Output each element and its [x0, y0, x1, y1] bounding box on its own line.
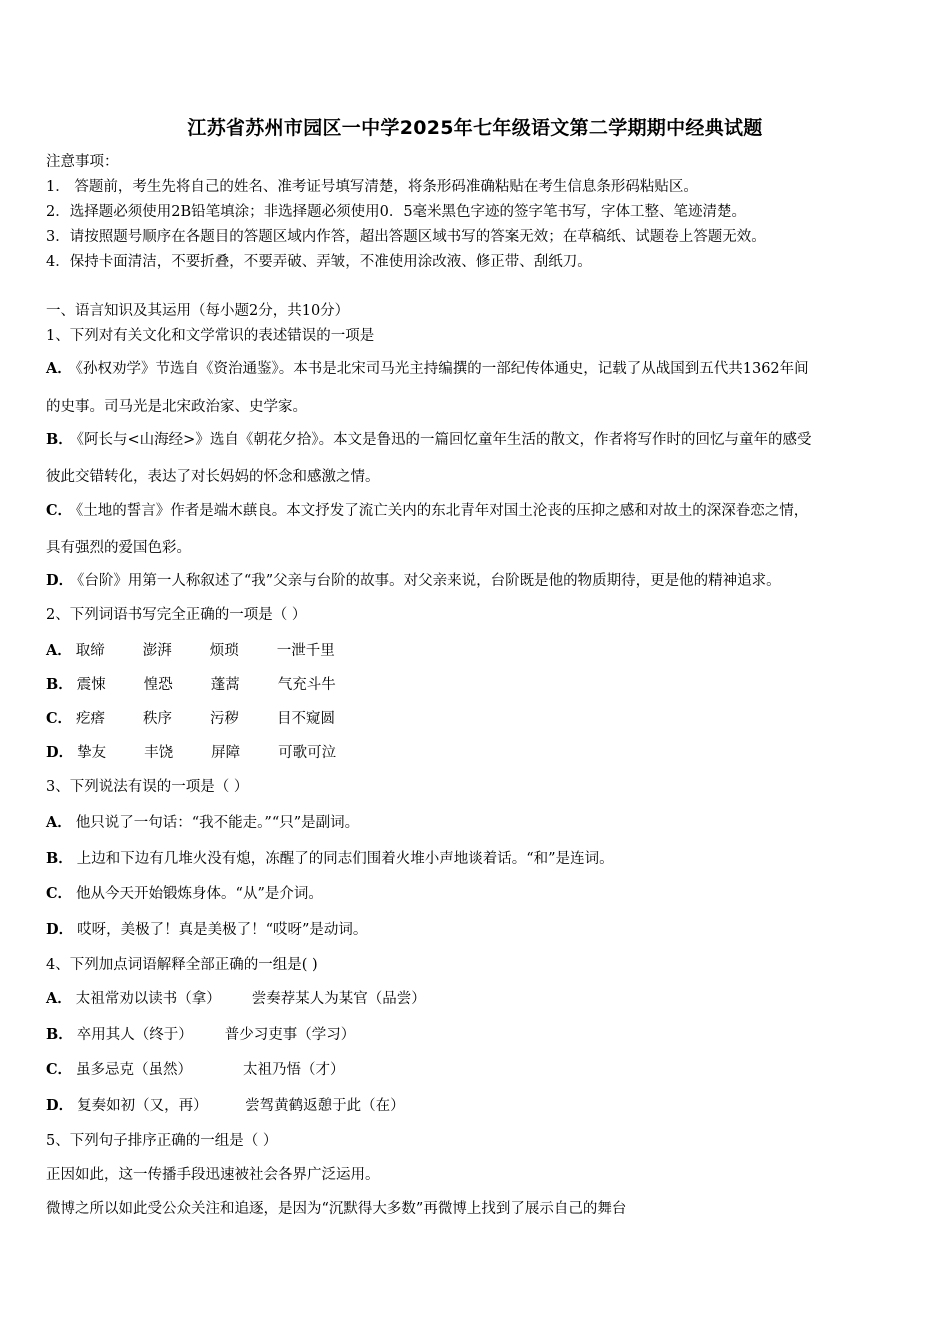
question-5-stem: 5、下列句子排序正确的一组是（ ）: [46, 1133, 278, 1149]
question-1-option-a: [46, 359, 809, 379]
option-word: 取缔: [75, 643, 105, 659]
option-word: 震悚: [76, 677, 106, 693]
section-heading: 一、语言知识及其运用（每小题2分，共10分）: [46, 303, 350, 319]
option-word: 污秽: [210, 711, 240, 727]
option-text: 《阿长与<山海经>》选自《朝花夕拾》。本文是鲁迅的一篇回忆童年生活的散文，作者将写作时的回忆与童年的感受: [76, 432, 812, 448]
option-part: 复奏如初（又，再）: [77, 1098, 208, 1114]
option-word: 丰饶: [144, 745, 174, 761]
option-text: 《台阶》用第一人称叙述了“我”父亲与台阶的故事。对父亲来说，台阶既是他的物质期待，更是他的精神追求。: [77, 573, 781, 589]
notice-heading: 注意事项：: [46, 154, 119, 170]
option-word: 澎湃: [142, 643, 172, 659]
option-word: 秩序: [143, 711, 173, 727]
question-5-sentence-1: 正因如此，这一传播手段迅速被社会各界广泛运用。: [46, 1167, 380, 1183]
option-word: 烦琐: [209, 643, 239, 659]
option-word: 一泄千里: [276, 643, 335, 659]
question-2-option-b: [46, 675, 336, 695]
question-2-option-a: [46, 641, 335, 661]
question-4-option-c: [46, 1060, 345, 1080]
option-word: 目不窥圆: [277, 711, 336, 727]
option-word: 挚友: [77, 745, 107, 761]
option-label: D．: [46, 744, 74, 761]
question-3-option-a: [46, 813, 359, 833]
option-label: A．: [46, 990, 72, 1007]
option-label: C．: [46, 502, 73, 519]
option-label: B．: [46, 676, 73, 693]
option-word: 蓬蒿: [210, 677, 240, 693]
question-5-sentence-2: 微博之所以如此受公众关注和追逐，是因为“沉默得大多数”再微博上找到了展示自己的舞台: [46, 1201, 627, 1217]
option-part: 尝驾黄鹤返憩于此（在）: [245, 1098, 405, 1114]
option-part: 太祖乃悟（才）: [243, 1062, 345, 1078]
question-4-option-b: [46, 1025, 355, 1045]
question-3-option-b: [46, 849, 614, 869]
question-2-stem: 2、下列词语书写完全正确的一项是（ ）: [46, 607, 307, 623]
question-1-option-b-cont: 彼此交错转化，表达了对长妈妈的怀念和感激之情。: [46, 469, 380, 485]
option-word: 可歌可泣: [278, 745, 337, 761]
option-text: 《土地的誓言》作者是端木蕻良。本文抒发了流亡关内的东北青年对国土沦丧的压抑之感和对故土的深深眷恋之情，: [76, 503, 809, 519]
notice-item-2: 2．选择题必须使用2B铅笔填涂；非选择题必须使用0．5毫米黑色字迹的签字笔书写，字体工整、笔迹清楚。: [46, 204, 747, 220]
option-word: 惶恐: [143, 677, 173, 693]
option-label: D．: [46, 921, 74, 938]
notice-item-3: 3．请按照题号顺序在各题目的答题区域内作答，超出答题区域书写的答案无效；在草稿纸、试题卷上答题无效。: [46, 229, 766, 245]
question-2-option-c: [46, 709, 335, 729]
option-label: C．: [46, 1061, 73, 1078]
option-label: A．: [46, 642, 72, 659]
question-1-option-c-cont: 具有强烈的爱国色彩。: [46, 540, 191, 556]
option-part: 普少习吏事（学习）: [224, 1027, 356, 1043]
option-label: C．: [46, 710, 73, 727]
option-word: 气充斗牛: [277, 677, 336, 693]
question-3-option-d: [46, 920, 367, 940]
question-1-option-b: [46, 430, 812, 450]
option-label: B．: [46, 850, 73, 867]
option-text: 哎呀，美极了！真是美极了！“哎呀”是动词。: [77, 922, 368, 938]
option-text: 他从今天开始锻炼身体。“从”是介词。: [76, 886, 323, 902]
question-1-option-c: [46, 501, 808, 521]
option-word: 屏障: [211, 745, 241, 761]
option-word: 疙瘩: [76, 711, 106, 727]
option-text: 《孙权劝学》节选自《资治通鉴》。本书是北宋司马光主持编撰的一部纪传体通史，记载了从战国到五代共1362年间: [75, 361, 809, 377]
notice-item-4: 4．保持卡面清洁，不要折叠，不要弄破、弄皱，不准使用涂改液、修正带、刮纸刀。: [46, 254, 592, 270]
option-label: B．: [46, 1026, 73, 1043]
question-4-option-d: [46, 1096, 405, 1116]
question-3-option-c: [46, 884, 323, 904]
option-label: A．: [46, 814, 72, 831]
page-title: 江苏省苏州市园区一中学2025年七年级语文第二学期期中经典试题: [187, 117, 763, 139]
question-2-option-d: [46, 743, 336, 763]
question-4-option-a: [46, 989, 426, 1009]
question-4-stem: 4、下列加点词语解释全部正确的一组是( ): [46, 957, 318, 973]
question-1-stem: 1、下列对有关文化和文学常识的表述错误的一项是: [46, 328, 375, 344]
option-part: 尝奏荐某人为某官（品尝）: [251, 991, 426, 1007]
option-label: D．: [46, 1097, 74, 1114]
option-label: B．: [46, 431, 73, 448]
question-3-stem: 3、下列说法有误的一项是（ ）: [46, 779, 249, 795]
option-label: C．: [46, 885, 73, 902]
option-label: D．: [46, 572, 74, 589]
question-1-option-d: [46, 571, 781, 591]
option-text: 上边和下边有几堆火没有熄，冻醒了的同志们围着火堆小声地谈着话。“和”是连词。: [76, 851, 614, 867]
option-part: 虽多忌克（虽然）: [76, 1062, 193, 1078]
question-1-option-a-cont: 的史事。司马光是北宋政治家、史学家。: [46, 399, 307, 415]
option-part: 卒用其人（终于）: [76, 1027, 193, 1043]
option-text: 他只说了一句话：“我不能走。”“只”是副词。: [75, 815, 360, 831]
notice-item-1: 1． 答题前，考生先将自己的姓名、准考证号填写清楚，将条形码准确粘贴在考生信息条形码粘贴区。: [46, 179, 698, 195]
option-part: 太祖常劝以读书（拿）: [75, 991, 221, 1007]
option-label: A．: [46, 360, 72, 377]
